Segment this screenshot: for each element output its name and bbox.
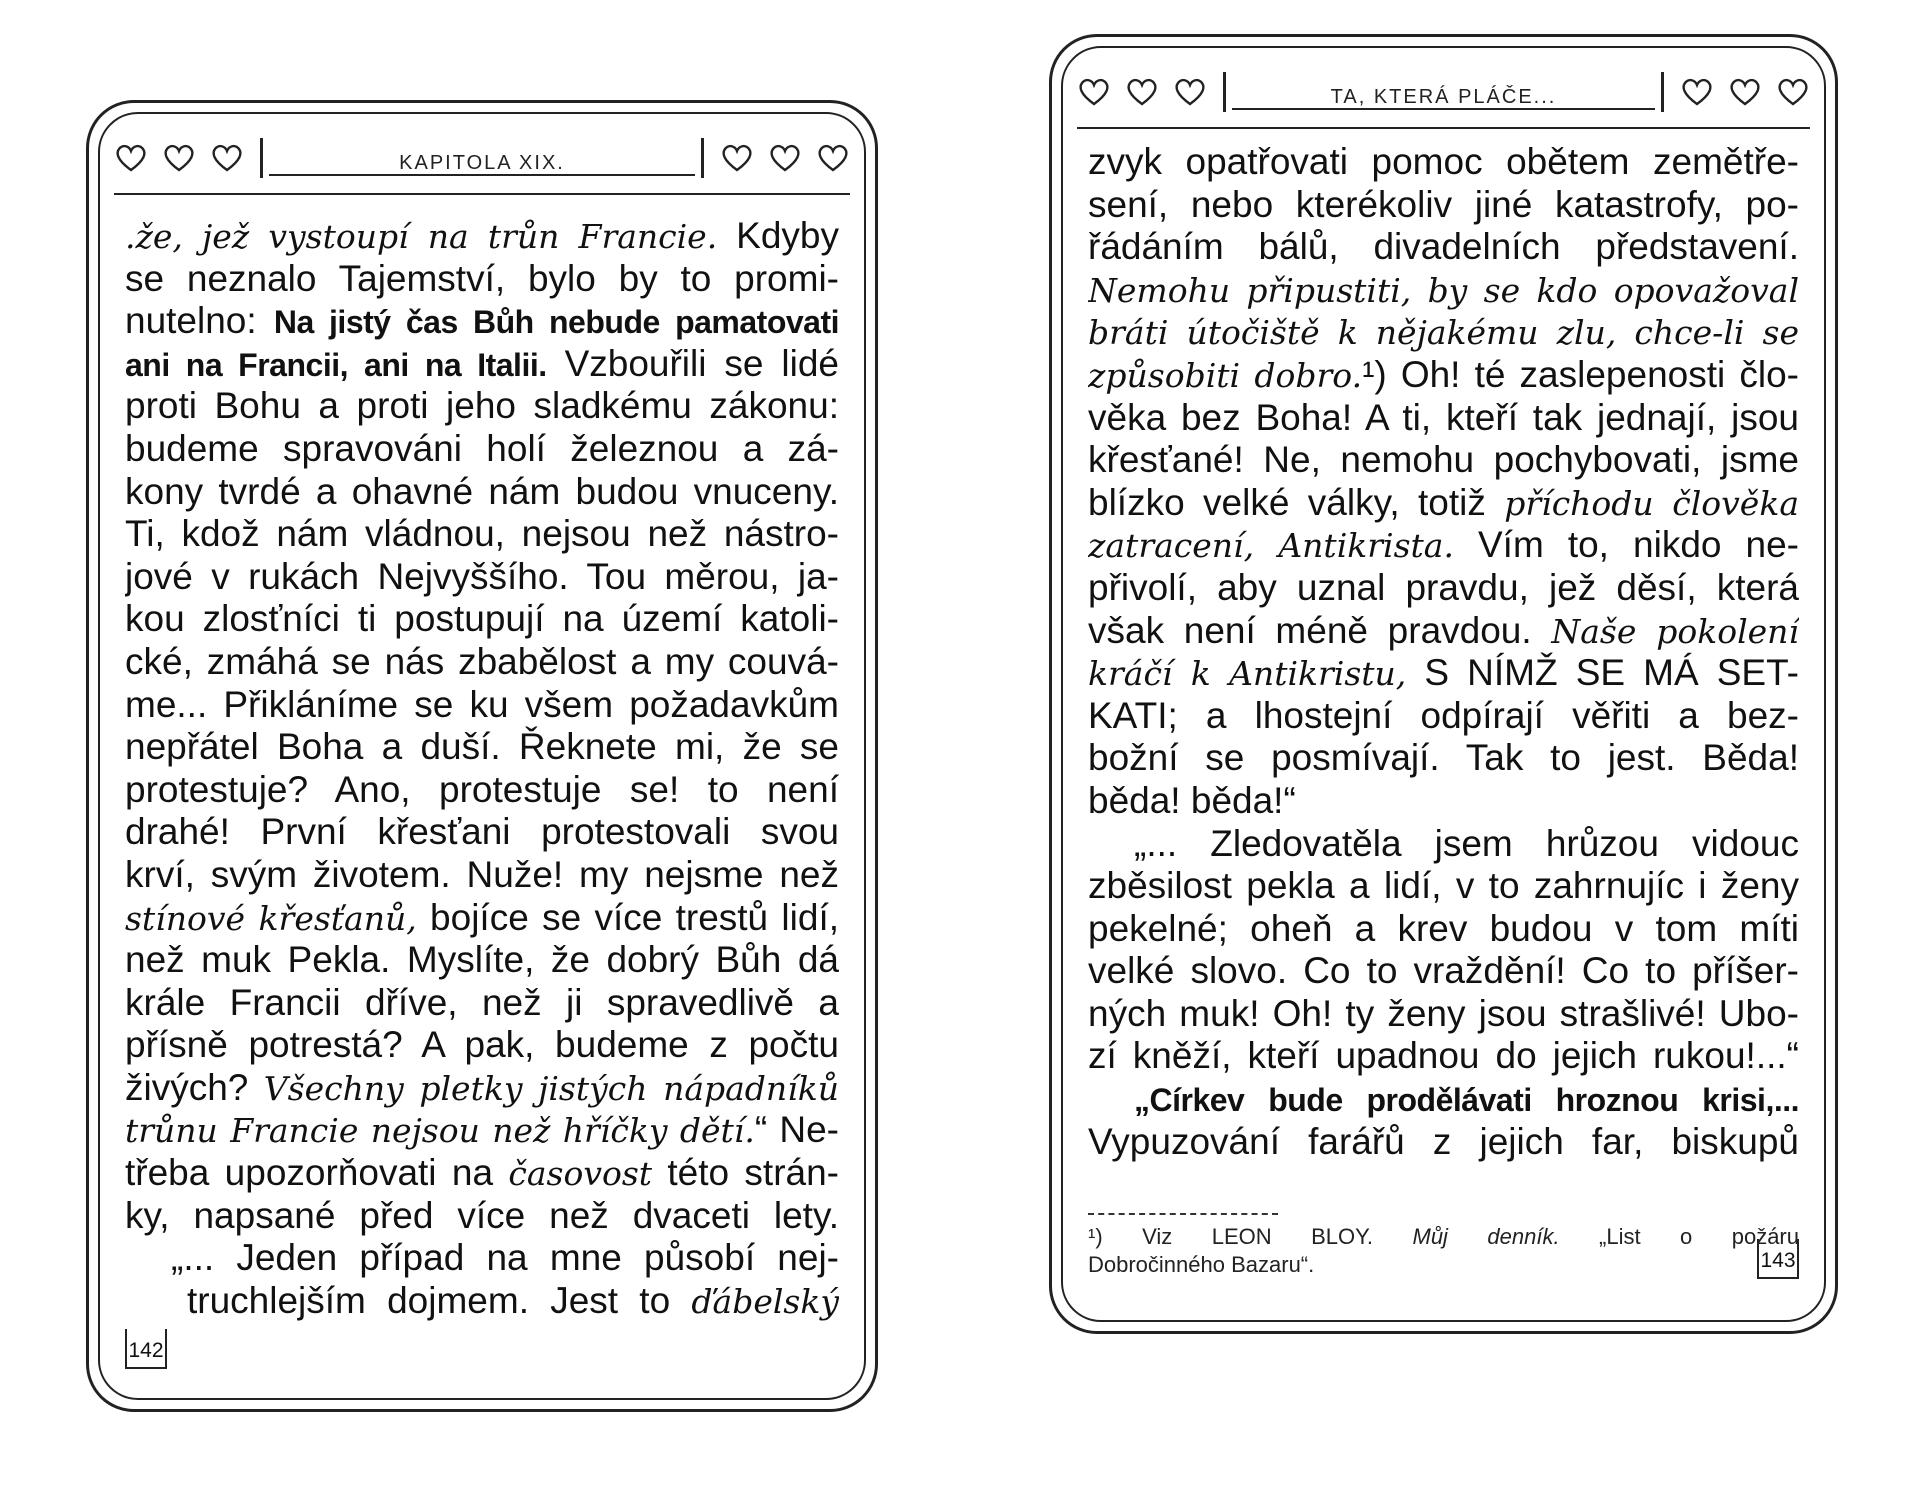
text-line: třeba upozorňovati na časovost této strán- <box>125 1152 839 1194</box>
left-page <box>86 100 878 1412</box>
text-line: krále Francii dříve, než ji spravedlivě a <box>125 981 839 1023</box>
text-line: Vypuzování farářů z jejich far, biskupů <box>1088 1120 1799 1162</box>
text-line: ky, napsané před více než dvaceti lety. <box>125 1194 839 1236</box>
page-number: 142 <box>125 1329 167 1369</box>
running-head-title: KAPITOLA XIX. <box>399 152 565 174</box>
footnote-line: Dobročinného Bazaru“. <box>1088 1252 1315 1277</box>
right-page-header <box>1077 57 1810 129</box>
text-line: krví, svým životem. Nuže! my nejsme než <box>125 853 839 895</box>
text-line: běda! běda!“ <box>1088 779 1296 821</box>
text-line: bráti útočiště k nějakému zlu, chce-li se <box>1088 313 1799 353</box>
text-line: kony tvrdé a ohavné nám budou vnuceny. <box>125 470 839 512</box>
text-line: způsobiti dobro.¹) Oh! té zaslepenosti člo- <box>1088 353 1799 395</box>
heart-icon <box>162 143 196 173</box>
text-line: pekelné; oheň a krev budou v tom míti <box>1088 907 1799 949</box>
text-line: přivolí, aby uznal pravdu, jež děsí, která <box>1088 566 1799 608</box>
text-line: božní se posmívají. Tak to jest. Běda! <box>1088 737 1799 779</box>
text-line: budeme spravováni holí železnou a zá- <box>125 427 839 469</box>
text-line: zvyk opatřovati pomoc obětem zemětře- <box>1088 141 1799 182</box>
text-line: kou zlosťníci ti postupují na území katoli- <box>125 598 839 640</box>
running-head <box>1223 72 1664 112</box>
text-line: „Církev bude prodělávati hroznou krisi,... <box>1134 1082 1799 1119</box>
text-line: drahé! První křesťani protestovali svou <box>125 811 839 853</box>
text-line: zběsilost pekla a lidí, v to zahrnujíc i ženy <box>1088 865 1799 907</box>
footnote <box>1088 1223 1799 1279</box>
heart-icon <box>1728 77 1762 107</box>
right-header-hearts-left <box>1077 77 1207 107</box>
text-line: „... Zledovatěla jsem hrůzou vidouc <box>1134 822 1799 864</box>
text-line: nepřátel Boha a duší. Řeknete mi, že se <box>125 726 839 768</box>
heart-icon <box>1173 77 1207 107</box>
text-line: však není méně pravdou. Naše pokolení <box>1088 609 1799 651</box>
text-line: než muk Pekla. Myslíte, že dobrý Bůh dá <box>125 939 839 981</box>
heart-icon <box>720 143 754 173</box>
text-line: věka bez Boha! A ti, kteří tak jednají, jsou <box>1088 396 1799 438</box>
heart-icon <box>1125 77 1159 107</box>
heart-icon <box>114 143 148 173</box>
text-line: živých? Všechny pletky jistých nápadníků <box>125 1066 839 1108</box>
text-line: blízko velké války, totiž příchodu člověka <box>1088 481 1799 523</box>
footnote-rule <box>1088 1213 1278 1215</box>
text-line: Nemohu připustiti, by se kdo opovažoval <box>1088 270 1799 310</box>
heart-icon <box>816 143 850 173</box>
left-page-header <box>114 123 850 195</box>
text-line: proti Bohu a proti jeho sladkému zákonu: <box>125 385 839 427</box>
text-line: křesťané! Ne, nemohu pochybovati, jsme <box>1088 439 1799 481</box>
text-line: trůnu Francie nejsou než hříčky dětí.“ Ne- <box>125 1109 839 1151</box>
running-head-title: TA, KTERÁ PLÁČE... <box>1330 86 1557 108</box>
heart-icon <box>1077 77 1111 107</box>
text-line: protestuje? Ano, protestuje se! to není <box>125 768 839 810</box>
text-line: ných muk! Oh! ty ženy jsou strašlivé! Ubo- <box>1088 992 1799 1034</box>
text-line: Ti, kdož nám vládnou, nejsou než nástro- <box>125 513 839 555</box>
text-line: se neznalo Tajemství, bylo by to promi- <box>125 257 839 299</box>
text-line: zí kněží, kteří upadnou do jejich rukou!...“ <box>1088 1035 1799 1077</box>
text-line: řádáním bálů, divadelních představení. <box>1088 226 1799 268</box>
text-line: kráčí k Antikristu, S NÍMŽ SE MÁ SET- <box>1088 652 1799 694</box>
text-line: velké slovo. Co to vraždění! Co to příšer- <box>1088 950 1799 992</box>
text-line: ani na Francii, ani na Italii. Vzbouřili se lidé <box>125 342 839 384</box>
text-line: přísně potrestá? A pak, budeme z počtu <box>125 1024 839 1066</box>
text-line: zatracení, Antikrista. Vím to, nikdo ne- <box>1088 524 1799 566</box>
heart-icon <box>1680 77 1714 107</box>
left-header-hearts-right <box>720 143 850 173</box>
left-header-hearts-left <box>114 143 244 173</box>
right-page <box>1049 34 1838 1334</box>
text-line: truchlejším dojmem. Jest to ďábelský <box>187 1279 839 1321</box>
right-page-body-text <box>1088 141 1799 1163</box>
footnote-line: ¹) Viz LEON BLOY. Můj denník. „List o požáru <box>1088 1224 1799 1249</box>
text-line: jové v rukách Nejvyššího. Tou měrou, ja- <box>125 555 839 597</box>
page-number: 143 <box>1757 1239 1799 1279</box>
text-line: sení, nebo kterékoliv jiné katastrofy, po- <box>1088 183 1799 225</box>
heart-icon <box>210 143 244 173</box>
text-line: .že, jež vystoupí na trůn Francie. Kdyby <box>125 215 839 256</box>
right-header-hearts-right <box>1680 77 1810 107</box>
text-line: stínové křesťanů, bojíce se více trestů lidí, <box>125 896 839 938</box>
text-line: me... Přikláníme se ku všem požadavkům <box>125 683 839 725</box>
left-page-body-text <box>125 215 839 1322</box>
text-line: KATI; a lhostejní odpírají věřiti a bez- <box>1088 694 1799 736</box>
text-line: cké, zmáhá se nás zbabělost a my couvá- <box>125 640 839 682</box>
heart-icon <box>768 143 802 173</box>
text-line: nutelno: Na jistý čas Bůh nebude pamatovati <box>125 300 839 342</box>
heart-icon <box>1776 77 1810 107</box>
text-line: „... Jeden případ na mne působí nej- <box>171 1237 839 1279</box>
running-head <box>260 138 704 178</box>
